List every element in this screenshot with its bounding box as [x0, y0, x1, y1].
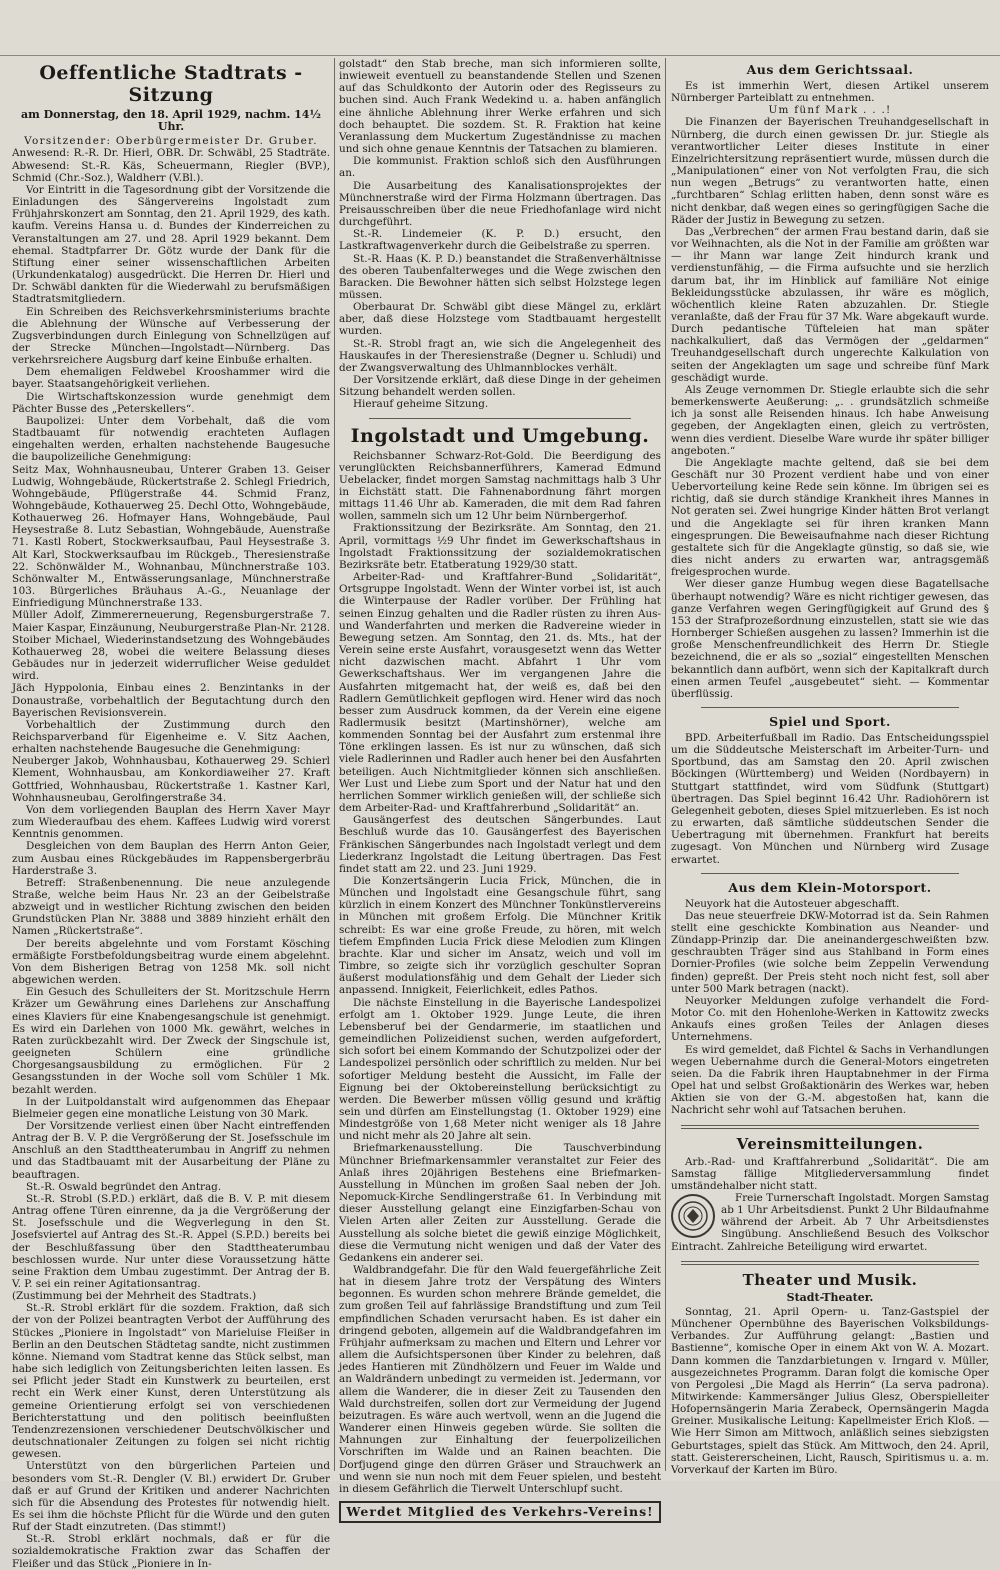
paragraph: Der bereits abgelehnte und vom Forstamt Kösching ermäßigte Forstbefoldungsbeitrag wurde einem abgelehnt. Von dem Bisherigen Betrag von 1258 Mk. soll nicht abgewichen werden. [12, 937, 330, 987]
gerichtssaal-title: Aus dem Gerichtssaal. [746, 62, 914, 77]
paragraph: Hierauf geheime Sitzung. [353, 398, 489, 411]
paragraph: Als Zeuge vernommen Dr. Stiegle erlaubte sich die sehr bemerkenswerte Aeußerung: „. . grundsätzlich schmeiße ich ja sonst alle Reisenden hinaus. Ich habe Anweisung gegeben, der Angeklagten einen, gleich zu vertrösten, wenn dies verdient. Dieselbe Ware wurde ihr später billiger angeboten.“ [671, 383, 989, 457]
paragraph: Vorsitzender: Oberbürgermeister Dr. Gruber. [24, 135, 318, 148]
paragraph: Der Vorsitzende erklärt, daß diese Dinge in der geheimen Sitzung behandelt werden sollen. [339, 374, 661, 399]
section-divider [701, 707, 959, 708]
paragraph: St.-R. Oswald begründet den Antrag. [26, 1180, 222, 1193]
paragraph: Oberbaurat Dr. Schwäbl gibt diese Mängel zu, erklärt aber, daß diese Holzstege vom Stadtbauamt hergestellt wurden. [339, 301, 661, 338]
paragraph: Fraktionssitzung der Bezirksräte. Am Sonntag, den 21. April, vormittags ½9 Uhr findet im Gewerkschaftshaus in Ingolstadt Fraktionssitzung der sozialdemokratischen Bezirksräte betr. Etatberatung 1929/30 statt. [339, 522, 661, 571]
turnerschaft-emblem-icon [671, 1194, 715, 1238]
paragraph: Betreff: Straßenbenennung. Die neue anzulegende Straße, welche beim Haus Nr. 23 an der Geibelstraße abzweigt und in westlicher Richtung zwischen den beiden Grundstücken Plan Nr. 3888 und 3889 hinzieht erhält den Namen „Rückertstraße“. [12, 876, 330, 938]
verkehrsverein-banner: Werdet Mitglied des Verkehrs-Vereins! [339, 1501, 661, 1523]
section-divider [681, 1125, 979, 1129]
paragraph: (Zustimmung bei der Mehrheit des Stadtrats.) [12, 1290, 257, 1303]
paragraph: Der Vorsitzende verliest einen über Nacht eintreffenden Antrag der B. V. P. die Vergrößerung der St. Josefsschule im Anschluß an den Stadttheaterumbau in Angriff zu nehmen und das Stadtbauamt mit der Ausarbeitung der Pläne zu beauftragen. [12, 1119, 330, 1181]
paragraph: Die Finanzen der Bayerischen Treuhandgesellschaft in Nürnberg, die durch einen gewissen Dr. jur. Stiegle als verantwortlicher Leiter dieses Institute in einer Einzelrichtersitzung repräsentiert wurde, müssen durch die „Manipulationen“ einer von Not verfolgten Frau, die sich nun wegen „Betrugs“ zu verantworten hatte, einen „furchtbaren“ Schlag erlitten haben, denn sonst wäre es nicht denkbar, daß wegen eines so geringfügigen Sache die Räder der Justiz in Bewegung zu setzen. [671, 116, 989, 226]
paragraph: St.-R. Lindemeier (K. P. D.) ersucht, den Lastkraftwagenverkehr durch die Geibelstraße zu sperren. [339, 228, 661, 253]
section-divider [701, 873, 959, 874]
paragraph: Arb.-Rad- und Kraftfahrerbund „Solidarität“. Die am Samstag fällige Mitgliederversammlung findet umständehalber nicht statt. [671, 1155, 989, 1192]
section-divider [369, 418, 631, 419]
paragraph: Anwesend: R.-R. Dr. Hierl, OBR. Dr. Schwäbl, 25 Stadträte. Abwesend: St.-R. Käs, Scheuermann, Riegler (BVP.), Schmid (Chr.-Soz.), Waldherr (V.Bl.). [12, 147, 330, 184]
theater-subtitle: Stadt-Theater. [786, 1290, 874, 1304]
motorsport-title: Aus dem Klein-Motorsport. [728, 879, 932, 895]
stadtrat-body [12, 135, 330, 1569]
paragraph: Das „Verbrechen“ der armen Frau bestand darin, daß sie vor Weihnachten, als die Not in der Familie am größten war — ihr Mann war lange Zeit hindurch krank und verdienstunfähig, — die Firma aufsuchte und sie herzlich darum bat, ihr im Hinblick auf familiäre Not einige Bekleidungsstücke abzulassen, ihr wäre es möglich, wöchentlich kleine Raten abzuzahlen. Dr. Stiegle veranlaßte, daß der Frau für 37 Mk. Ware abgekauft wurde. Durch pedantische Tüfteleien hat man später nachkalkuliert, daß das Vermögen der „geldarmen“ Treuhandgesellschaft durch ungerechte Kalkulation von seiten der Angeklagten um sage und schreibe fünf Mark geschädigt wurde. [671, 225, 989, 384]
paragraph: St.-R. Haas (K. P. D.) beanstandet die Straßenverhältnisse des oberen Taubenfalterweges und die Wege zwischen den Baracken. Die Bewohner hätten sich selbst Holzstege legen müssen. [339, 252, 661, 301]
turnerschaft-notice [671, 1192, 989, 1253]
paragraph: Sonntag, 21. April Opern- u. Tanz-Gastspiel der Münchener Opernbühne des Bayerischen Volksbildungs-Verbandes. Zur Aufführung gelangt: „Bastien und Bastienne“, komische Oper in einem Akt von W. A. Mozart. Dann kommen die Tanzdarbietungen v. Irngard v. Müller, ausgezeichnetes Programm. Daran folgt die komische Oper von Pergolesi „Die Magd als Herrin“ (La serva padrona). Mitwirkende: Kammersänger Julius Glesz, Oberspielleiter Hofopernsängerin Maria Zerabeck, Opernsängerin Magda Greiner. Musikalische Leitung: Kapellmeister Erich Kloß. — Wie Herr Simon am Mittwoch, anläßlich seines siebzigsten Geburtstages, spielt das Stück. Am Mittwoch, den 24. April, statt. Geistererscheinen, Licht, Rausch, Spiritismus u. a. m. Vorverkauf der Karten im Büro. [671, 1305, 989, 1476]
theater-title: Theater und Musik. [742, 1270, 918, 1289]
verein-title: Vereinsmitteilungen. [736, 1134, 924, 1153]
column-1 [12, 58, 330, 1570]
paragraph: Ein Schreiben des Reichsverkehrsministeriums brachte die Ablehnung der Wünsche auf Verbesserung der Zugsverbindungen durch Einlegung von Schnellzügen auf der Strecke München—Ingolstadt—Nürnberg. Das verkehrsreichere Augsburg darf keine Einbuße erhalten. [12, 305, 330, 367]
paragraph: BPD. Arbeiterfußball im Radio. Das Entscheidungsspiel um die Süddeutsche Meisterschaft im Arbeiter-Turn- und Sportbund, das am Samstag den 20. April zwischen Böckingen (Württemberg) und Weiden (Nordbayern) in Stuttgart stattfindet, wird vom Südfunk (Stuttgart) übertragen. Das Spiel beginnt 16.42 Uhr. Radiohörern ist Gelegenheit geboten, dieses Spiel mitzuerleben. Es ist noch zu erwarten, daß sämtliche süddeutschen Sender die Uebertragung mit übernehmen. Frankfurt hat bereits zugesagt. Von München und Nürnberg wird Zusage erwartet. [671, 731, 989, 866]
column-rule-2 [665, 58, 666, 1471]
ingolstadt-title: Ingolstadt und Umgebung. [350, 424, 650, 447]
stadtrat-subtitle: am Donnerstag, den 18. April 1929, nachm. 14½ Uhr. [21, 108, 321, 134]
paragraph: Müller Adolf, Zimmererneuerung, Regensburgerstraße 7. Maier Kaspar, Einzäunung, Neuburgerstraße Plan-Nr. 2128. Stoiber Michael, Wiederinstandsetzung des Wohngebäudes Kothauerweg 28, wobei die weitere Belassung dieses Gebäudes nur in jederzeit widerruflicher Weise geduldet wird. [12, 609, 330, 683]
paragraph: Baupolizei: Unter dem Vorbehalt, daß die vom Stadtbauamt für notwendig erachteten Auflagen eingehalten werden, erhalten nachstehende Baugesuche die baupolizeiliche Genehmigung: [12, 414, 330, 464]
paragraph: Neuberger Jakob, Wohnhausbau, Kothauerweg 29. Schierl Klement, Wohnhausbau, am Konkordiaweiher 27. Kraft Gottfried, Wohnhausbau, Rückertstraße 1. Kastner Karl, Wohnhausneubau, Gerolfingerstraße 34. [12, 755, 330, 804]
paragraph: Vorbehaltlich der Zustimmung durch den Reichsparverband für Eigenheime e. V. Sitz Aachen, erhalten nachstehende Baugesuche die Genehmigung: [12, 718, 330, 756]
paragraph: Um fünf Mark . . .! [768, 104, 892, 117]
paragraph: Von dem vorliegenden Bauplan des Herrn Xaver Mayr zum Wiederaufbau des ehem. Kaffees Ludwig wird vorerst Kenntnis genommen. [12, 803, 330, 841]
column-2 [339, 58, 661, 1519]
paragraph: Die kommunist. Fraktion schloß sich den Ausführungen an. [339, 155, 661, 180]
paragraph: Die Wirtschaftskonzession wurde genehmigt dem Pächter Busse des „Peterskellers“. [12, 390, 330, 415]
paragraph: Briefmarkenausstellung. Die Tauschverbindung Münchner Briefmarkensammler veranstaltet zur Feier des Anlaß ihres 20jährigen Bestehens eine Briefmarken-Ausstellung in München im großen Saal neben der Joh. Nepomuck-Kirche Sendlingerstraße 61. In Verbindung mit dieser Ausstellung gelangt eine Einzigfarben-Schau von Vielen Arten aller Zeiten zur Ausstellung. Gerade die Ausstellung als solche bietet die gewiß einzige Möglichkeit, diese die Vermutung nicht wenigen und daß der Vater des Gedankens ein anderer sei. [339, 1142, 661, 1264]
paragraph: Vor Eintritt in die Tagesordnung gibt der Vorsitzende die Einladungen des Sängervereins Ingolstadt zum Frühjahrskonzert am Sonntag, den 21. April 1929, des kath. kaufm. Vereins Hansa u. d. Bundes der Kinderreichen zu Veranstaltungen am 27. und 28. April 1929 bekannt. Dem ehemal. Stadtpfarrer Dr. Götz wurde der Dank für die Stiftung einer seiner wissenschaftlichen Arbeiten (Urkundenkatalog) ausgedrückt. Die Herren Dr. Hierl und Dr. Schwäbl dankten für die Wiederwahl zu berufsmäßigen Stadtratsmitgliedern. [12, 183, 330, 306]
paragraph: Freie Turnerschaft Ingolstadt. Morgen Samstag ab 1 Uhr Arbeitsdienst. Punkt 2 Uhr Bildaufnahme während der Arbeit. Ab 7 Uhr Arbeitsdienstes Singübung. Anschließend Besuch des Volkschor Eintracht. Zahlreiche Beteiligung wird erwartet. [671, 1191, 989, 1253]
paragraph: Reichsbanner Schwarz-Rot-Gold. Die Beerdigung des verunglückten Reichsbannerführers, Kamerad Edmund Uebelacker, findet morgen Samstag nachmittags halb 3 Uhr in Eichstätt statt. Die Fahnenabordnung fährt morgen mittags 11.46 Uhr ab. Kameraden, die mit dem Rad fahren wollen, sammeln sich um 12 Uhr beim Nürnbergerhof. [339, 449, 661, 523]
paragraph: Die Ausarbeitung des Kanalisationsprojektes der Münchnerstraße wird der Firma Holzmann übertragen. Das Preisausschreiben über die neue Friedhofanlage wird nicht durchgeführt. [339, 179, 661, 229]
motorsport-subtitle: Neuyork hat die Autosteuer abgeschafft. [685, 897, 900, 910]
section-divider [681, 1261, 979, 1265]
paragraph: Ein Gesuch des Schulleiters der St. Moritzschule Herrn Kräzer um Gewährung eines Darlehens zur Anschaffung eines Klaviers für eine Knabengesangschule ist genehmigt. Es wird ein Darlehen von 1000 Mk. gewährt, welches in Raten zurückbezahlt wird. Der Zweck der Singschule ist, geeigneten Schülern eine gründliche Chorgesangsausbildung zu ermöglichen. Für 2 Gesangsstunden in der Woche soll vom Schüler 1 Mk. bezahlt werden. [12, 986, 330, 1096]
paragraph: Waldbrandgefahr. Die für den Wald feuergefährliche Zeit hat in diesem Jahre trotz der Verspätung des Winters begonnen. Es wurden schon mehrere Brände gemeldet, die zum großen Teil auf fahrlässige Brandstiftung und zum Teil empfindlichen Schaden verursacht haben. Es ist daher ein dringend geboten, allgemein auf die Waldbrandgefahren im Frühjahr aufmerksam zu machen und Eltern und Lehrer vor allem die Aufsichtspersonen über Kinder zu belehren, daß jedes Hantieren mit Zündhölzern und Feuer im Walde und an Waldrändern unbedingt zu vermeiden ist. Jedermann, vor allem die Wanderer, die in dieser Zeit zu Tausenden den Wald durchstreifen, sollen dort zur Vermeidung der Jugend beizutragen. Es wäre auch wertvoll, wenn an die Jugend die Wanderer einen Hinweis gegeben würde. Sie sollten die Mahnungen zur Einhaltung der feuerpolizeilichen Vorschriften im Walde und an Rainen beachten. Die Dorfjugend ginge den dürren Gräser und Strauchwerk an und wenn sie nun noch mit dem Feuer spielen, und besteht in diesem Gefährlich die Tierwelt Unterschlupf sucht. [339, 1264, 661, 1495]
paragraph: Dem ehemaligen Feldwebel Krooshammer wird die bayer. Staatsangehörigkeit verliehen. [12, 366, 330, 391]
paragraph: golstadt“ den Stab breche, man sich informieren sollte, inwieweit eventuell zu beanstandende Stellen und Szenen auf das Schuldkonto der Autorin oder des Regisseurs zu buchen sind. Auch Frank Wedekind u. a. haben anfänglich eine ähnliche Ablehnung ihrer Werke erfahren und sich doch behauptet. Die sozdem. St. R. Fraktion hat keine Veranlassung dem Muckertum Zugeständnisse zu machen und sich ohne genaue Kenntnis der Tatsachen zu blamieren. [339, 58, 661, 156]
stadtrat-title: Oeffentliche Stadtrats - Sitzung [39, 62, 303, 106]
paragraph: Die Angeklagte machte geltend, daß sie bei dem Geschäft nur 30 Prozent verdient habe und von einer Uebervorteilung keine Rede sein könne. Im übrigen sei es richtig, daß sie durch ständige Krankheit ihres Mannes in Not geraten sei. Zwei hungrige Kinder hätten Brot verlangt und die Angeklagte sei für ihren kranken Mann eingesprungen. Die Beweisaufnahme nach dieser Richtung gestaltete sich für die Angeklagte günstig, so daß sie, wie dies nicht anders zu erwarten war, antragsgemäß freigesprochen wurde. [671, 456, 989, 579]
paragraph: St.-R. Strobl fragt an, wie sich die Angelegenheit des Hauskaufes in der Theresienstraße (Degner u. Schludi) und der Zwangsverwaltung des Uhlmannblockes verhält. [339, 337, 661, 374]
paragraph: Jäch Hyppolonia, Einbau eines 2. Benzintanks in der Donaustraße, vorbehaltlich der Begutachtung durch den Bayerischen Revisionsverein. [12, 682, 330, 719]
paragraph: Seitz Max, Wohnhausneubau, Unterer Graben 13. Geiser Ludwig, Wohngebäude, Rückertstraße 2. Schlegl Friedrich, Wohngebäude, Pflügerstraße 44. Schmid Franz, Wohngebäude, Kothauerweg 25. Dechl Otto, Wohngebäude, Kothauerweg 26. Hofmayer Hans, Wohngebäude, Paul Heysestraße 8. Lutz Sebastian, Wohngebäude, Auenstraße 71. Kastl Robert, Stockwerksaufbau, Paul Heysestraße 3. Alt Karl, Stockwerksaufbau im Rückgeb., Theresienstraße 22. Schönwälder M., Wohnanbau, Münchnerstraße 103. Schönwalter M., Entwässerungsanlage, Münchnerstraße 103. Bürgerliches Bräuhaus A.-G., Neuanlage der Einfriedigung Münchnerstraße 133. [12, 463, 330, 610]
paragraph: Arbeiter-Rad- und Kraftfahrer-Bund „Solidarität“, Ortsgruppe Ingolstadt. Wenn der Winter vorbei ist, ist auch die Winterpause der Radler vorüber. Der Frühling hat seinen Einzug gehalten und die Radler rüsten zu ihren Aus- und Wanderfahrten und merken die Radvereine wieder in Bewegung setzen. Am Sonntag, den 21. ds. Mts., hat der Verein seine erste Ausfahrt, vorausgesetzt wenn das Wetter nicht dazwischen macht. Abfahrt 1 Uhr vom Gewerkschaftshaus. Wer im vergangenen Jahre die Ausfahrten mitgemacht hat, der weiß es, daß bei den Radlern Gemütlichkeit gepflogen wird. Hener wird das noch besser zum Ausdruck kommen, da der Verein eine eigene Radlermusik besitzt (Martinshörner), welche am kommenden Sonntag bei der Ausfahrt zum erstenmal ihre Töne erklingen lassen. Es ist nur zu wünschen, daß sich viele Radlerinnen und Radler auch hener bei den Ausfahrten beteiligen. Auch Nichtmitglieder können sich anschließen. Wer Lust und Liebe zum Sport und der Natur hat und den herrlichen Sommer wirklich genießen will, der schließe sich dem Arbeiter-Rad- und Kraftfahrerbund „Solidarität“ an. [339, 571, 661, 815]
paragraph: Es wird gemeldet, daß Fichtel & Sachs in Verhandlungen wegen Uebernahme durch die General-Motors eingetreten seien. Da die Fabrik ihren Hauptabnehmer in der Firma Opel hat und selbst Großaktionärin des Werkes war, heben Aktien sie von der G.-M. abgestoßen hat, kann die Nachricht sehr wohl auf Tatsachen beruhen. [671, 1043, 989, 1117]
top-rule [0, 55, 1000, 56]
sport-title: Spiel und Sport. [769, 713, 891, 729]
paragraph: St.-R. Strobl erklärt für die sozdem. Fraktion, daß sich der von der Polizei beantragten Verbot der Aufführung des Stückes „Pioniere in Ingolstadt“ von Marieluise Fleißer in Berlin an den Deutschen Städtetag sandte, nicht zustimmen könne. Niemand vom Stadtrat kenne das Stück selbst, man habe sich lediglich von Zeitungsberichten leiten lassen. Es sei Pflicht jeder Stadt ein Kunstwerk zu beurteilen, erst recht ein Werk einer Kunst, deren Unterstützung als gemeine Orientierung erfolgt sei von verschiedenen Berichterstattung und den politisch beeinflußten Tendenzrezensionen verschiedener Deutschvölkischer und deutschnationaler Zeitungen zu folgen sei nicht richtig gewesen. [12, 1302, 330, 1461]
paragraph: St.-R. Strobl erklärt nochmals, daß er für die sozialdemokratische Fraktion zwar das Schaffen der Fleißer und das Stück „Pioniere in In- [12, 1533, 330, 1570]
paragraph: Es ist immerhin Wert, diesen Artikel unserem Nürnberger Parteiblatt zu entnehmen. [671, 80, 989, 105]
paragraph: Gausängerfest des deutschen Sängerbundes. Laut Beschluß wurde das 10. Gausängerfest des Bayerischen Fränkischen Sängerbundes nach Ingolstadt verlegt und dem Liederkranz Ingolstadt die Leitung übertragen. Das Fest findet statt am 22. und 23. Juni 1929. [339, 814, 661, 875]
paragraph: Neuyorker Meldungen zufolge verhandelt die Ford-Motor Co. mit den Hohenlohe-Werken in Kattowitz zwecks Ankaufs eines großen Teiles der Anlagen dieses Unternehmens. [671, 994, 989, 1044]
column-3 [671, 58, 989, 1476]
stadtrat-continued [339, 58, 661, 411]
paragraph: St.-R. Strobl (S.P.D.) erklärt, daß die B. V. P. mit diesem Antrag offene Türen einrenne, da ja die Vergrößerung der St. Josefsschule und die Wegverlegung in den St. Josefsviertel auf Antrag des St.-R. Appel (S.P.D.) bereits bei der Beschlußfassung über den Stadttheaterumbau beschlossen wurde. Nur unter diese Voraussetzung hätte seine Fraktion dem Umbau zugestimmt. Der Antrag der B. V. P. sei ein reiner Agitationsantrag. [12, 1192, 330, 1290]
paragraph: Desgleichen von dem Bauplan des Herrn Anton Geier, zum Ausbau eines Rückgebäudes im Rappensbergerbräu Harderstraße 3. [12, 840, 330, 877]
column-rule-1 [334, 58, 335, 1471]
ingolstadt-body [339, 450, 661, 1495]
paragraph: Die Konzertsängerin Lucia Frick, München, die in München und Ingolstadt eine Gesangschule führt, sang kürzlich in einem Konzert des Münchner Tonkünstlervereins in München mit großem Erfolg. Die Münchner Kritik schreibt: Es war eine große Freude, zu hören, mit welch tiefem Empfinden Lucia Frick diese Melodien zum Klingen brachte. Klar und sicher im Ansatz, weich und voll im Timbre, so zeigte sich ihr vorzüglich geschulter Sopran äußerst modulationsfähig und dem Gehalt der Lieder sich anpassend. Innigkeit, Feierlichkeit, edles Pathos. [339, 875, 661, 997]
paragraph: Die nächste Einstellung in die Bayerische Landespolizei erfolgt am 1. Oktober 1929. Junge Leute, die ihren Lebensberuf bei der Gendarmerie, im staatlichen und gemeindlichen Polizeidienst suchen, werden aufgefordert, sich sofort bei einem Kommando der Schutzpolizei oder der Landespolizei persönlich oder schriftlich zu melden. Nur bei sofortiger Meldung besteht die Aussicht, im Falle der Eignung bei der Oktobereinstellung berücksichtigt zu werden. Die Bewerber müssen völlig gesund und kräftig sein und dürfen am Einstellungstag (1. Oktober 1929) eine Mindestgröße von 1,68 Meter nicht weniger als 18 Jahre und nicht mehr als 20 Jahre alt sein. [339, 996, 661, 1143]
paragraph: Das neue steuerfreie DKW-Motorrad ist da. Sein Rahmen stellt eine geschickte Kombination aus Neander- und Zündapp-Prinzip dar. Die aneinandergeschweißten bzw. geschraubten Träger sind aus Stahlband in Form eines Dornier-Profiles (wie solche beim Zeppelin Verwendung finden) gepreßt. Der Preis steht noch nicht fest, soll aber unter 500 Mark betragen (nackt). [671, 909, 989, 995]
paragraph: Wer dieser ganze Humbug wegen diese Bagatellsache überhaupt notwendig? Wäre es nicht richtiger gewesen, das ganze Verfahren wegen Geringfügigkeit auf Grund des § 153 der Strafprozeßordnung einzustellen, statt sie wie das Hornberger Schießen ausgehen zu lassen? Immerhin ist die große Menschenfreundlichkeit des Herrn Dr. Stiegle bezeichnend, die er als so „sozial“ eingestellten Menschen bekanntlich dann aufbört, wenn sich der Kapitalkraft durch einen armen Teufel „ausgebeutet“ sieht. — Kommentar überflüssig. [671, 578, 989, 700]
paragraph: Unterstützt von den bürgerlichen Parteien und besonders vom St.-R. Dengler (V. Bl.) erwidert Dr. Gruber daß er auf Grund der Kritiken und anderer Nachrichten sich für die Absendung des Protestes für notwendig hielt. Es sei ihm die höchste Pflicht für die Würde und den guten Ruf der Stadt einzutreten. (Das stimmt!) [12, 1460, 330, 1534]
paragraph: In der Luitpoldanstalt wird aufgenommen das Ehepaar Bielmeier gegen eine monatliche Leistung von 30 Mark. [12, 1095, 330, 1120]
